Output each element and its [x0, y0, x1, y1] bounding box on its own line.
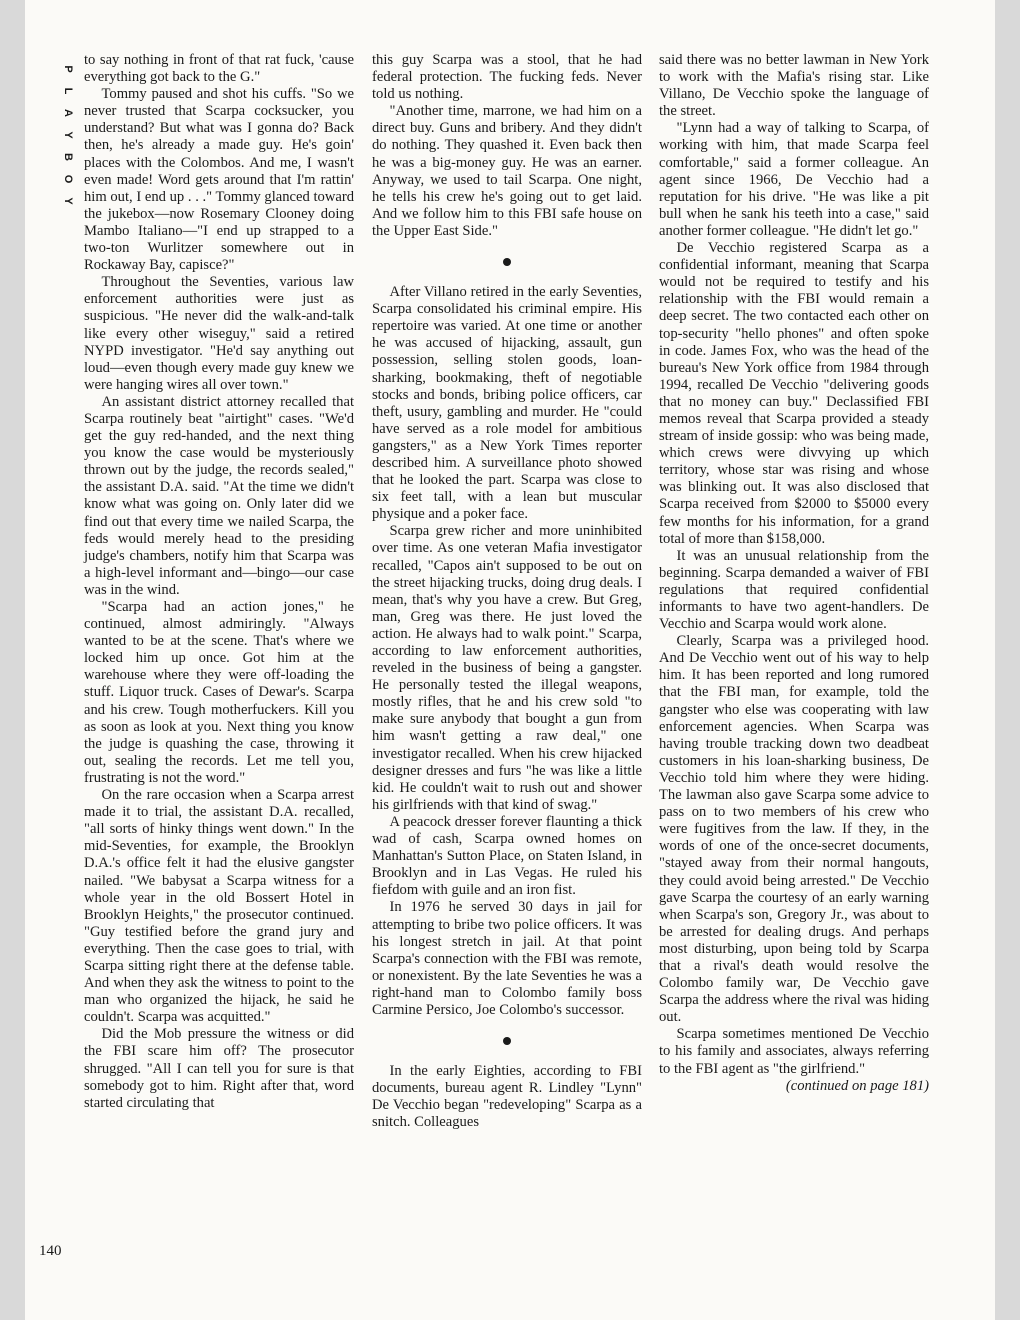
sidebar-letter: A: [62, 109, 74, 117]
paragraph: Did the Mob pressure the witness or did the FBI scare him off? The prosecutor shrugged. "All I can tell you for sure is that somebody got to him. Right after that, word started circulating that: [84, 1026, 354, 1111]
paragraph: An assistant district attorney recalled that Scarpa routinely beat "airtight" cases. "We'd get the guy red-handed, and the next thing you know the case would be mysteriously thrown out by the judge, the records sealed," the assistant D.A. said. "At the time we didn't know what was going on. Only later did we find out that every time we nailed Scarpa, the feds would merely head to the presiding judge's chambers, notify him that Scarpa was a high-level informant and—bingo—our case was in the wind.: [84, 393, 354, 598]
paragraph: In 1976 he served 30 days in jail for attempting to bribe two police officers. It was his longest stretch in jail. At that point Scarpa's connection with the FBI was remote, or nonexistent. By the late Seventies he was a right-hand man to Colombo family boss Carmine Persico, Joe Colombo's successor.: [372, 899, 642, 1018]
paragraph: On the rare occasion when a Scarpa arrest made it to trial, the assistant D.A. recalled, "all sorts of hinky things went down." In the mid-Seventies, for example, the Brooklyn D.A.'s office felt it had the elusive gangster nailed. "We babysat a Scarpa witness for a whole year in the old Bossert Hotel in Brooklyn Heights," the prosecutor continued. "Guy testified before the grand jury and everything. Then the case goes to trial, with Scarpa sitting right there at the defense table. And when they ask the witness to point to the man who organized the hijack, he said he couldn't. Scarpa was acquitted.": [84, 787, 354, 1026]
paragraph: this guy Scarpa was a stool, that he had federal protection. The fucking feds. Never told us nothing.: [372, 52, 642, 103]
paragraph: "Another time, marrone, we had him on a direct buy. Guns and bribery. And they didn't do nothing. They quashed it. Even back then he was a big-money guy. He was an earner. Anyway, we used to tail Scarpa. One night, he tells his crew he's going out to get laid. And we follow him to this FBI safe house on the Upper East Side.": [372, 103, 642, 239]
magazine-sidebar-title: [53, 58, 73, 212]
paragraph: De Vecchio registered Scarpa as a confidential informant, meaning that Scarpa would not be required to testify and his relationship with the FBI would remain a deep secret. The two contacted each other on top-security "hello phones" and often spoke in code. James Fox, who was the head of the bureau's New York office from 1984 through 1994, recalled De Vecchio "delivering goods that no money can buy." Declassified FBI memos reveal that Scarpa provided a steady stream of inside gossip: who was being made, which crews were divvying up which territory, whose star was rising and whose was blinking out. It was also disclosed that Scarpa received from $2000 to $5000 every few months for his information, for a grand total of more than $158,000.: [659, 240, 929, 547]
sidebar-letter: P: [62, 65, 74, 73]
paragraph: Scarpa sometimes mentioned De Vecchio to his family and associates, always referring to the FBI agent as "the girlfriend.": [659, 1026, 929, 1077]
sidebar-letter: L: [62, 87, 74, 95]
paragraph: It was an unusual relationship from the beginning. Scarpa demanded a waiver of FBI regulations that required confidential informants to have two agent-handlers. De Vecchio and Scarpa would work alone.: [659, 547, 929, 633]
sidebar-letter: Y: [62, 197, 74, 205]
paragraph: [84, 86, 354, 274]
text-column-2: [372, 52, 642, 1131]
continued-note: (continued on page 181): [785, 1077, 929, 1094]
sidebar-letter: Y: [62, 131, 74, 139]
paragraph: A peacock dresser forever flaunting a thick wad of cash, Scarpa owned homes on Manhattan's Sutton Place, on Staten Island, in Brooklyn and in Las Vegas. He ruled his fiefdom with guile and an iron fist.: [372, 813, 642, 899]
paragraph: "Scarpa had an action jones," he continued, almost admiringly. "Always wanted to be at the scene. That's where we locked him up once. Got him at the warehouse where they were off-loading the stuff. Liquor truck. Cases of Dewar's. Scarpa and his crew. Tough motherfuckers. Kill you as soon as look at you. Next thing you know the judge is quashing the case, throwing it out, sealing the records. Let me tell you, frustrating is not the word.": [84, 599, 354, 786]
paragraph: Scarpa grew richer and more uninhibited over time. As one veteran Mafia investigator recalled, "Capos ain't supposed to be out on the street hijacking trucks, doing drug deals. I mean, that's why you have a crew. But Greg, man, Greg was there. He just loved the action. He always had to walk point." Scarpa, according to law enforcement authorities, reveled in the business of being a gangster. He personally tested the illegal weapons, mostly rifles, that he and his crew sold "to make sure anybody that bought a gun from him wasn't getting a raw deal," one investigator recalled. When his crew hijacked designer dresses and furs "he was like a little kid. He couldn't wait to rush out and shower his girlfriends with that kind of swag.": [372, 523, 642, 813]
sidebar-letter: O: [62, 174, 74, 184]
text-column-3: [659, 52, 929, 1095]
paragraph: "Lynn had a way of talking to Scarpa, of working with him, that made Scarpa feel comfortable," said a former colleague. An agent since 1966, De Vecchio had a reputation for his drive. "He was like a pit bull when he sank his teeth into a case," said another former colleague. "He didn't let go.": [659, 120, 929, 239]
section-break-bullet: [372, 1031, 642, 1051]
paragraph: Clearly, Scarpa was a privileged hood. And De Vecchio went out of his way to help him. It has been reported and long rumored that the FBI man, for example, told the gangster who else was cooperating with law enforcement agencies. When Scarpa was having trouble tracking down two deadbeat customers in his loan-sharking business, De Vecchio told him where they were hiding. The lawman also gave Scarpa some advice to pass on to two members of his crew who were fugitives from the law. If they, in the words of one of the once-secret documents, "stayed away from their normal hangouts, they could avoid being arrested." De Vecchio gave Scarpa the courtesy of an early warning when Scarpa's son, Gregory Jr., was about to be arrested for dealing drugs. And perhaps most disturbing, upon being told by Scarpa that a rival's death would resolve the Colombo family war, De Vecchio gave Scarpa the address where the rival was hiding out.: [659, 633, 929, 1026]
paragraph-text: Tommy paused and shot his cuffs. "So we never trusted that Scarpa cocksucker, you understand? But what was I gonna do? Back then, he's already a made guy. He's goin' places with the Colombos. And me, I wasn't even made! Word gets around that I'm rattin' him out, I end up . . ." Tommy glanced toward the jukebox—now Rosemary Clooney doing Mambo Italiano—"I end up strapped to a two-ton Wurlitzer somewhere out in Rockaway Bay, capisce?": [84, 86, 354, 274]
magazine-page: [25, 0, 995, 1320]
sidebar-letter: B: [62, 153, 74, 161]
paragraph: Throughout the Seventies, various law enforcement authorities were just as suspicious. "He never did the walk-and-talk like every other wiseguy," said a retired NYPD investigator. "He'd say anything out loud—even though every made guy knew we were hanging wires all over town.": [84, 274, 354, 393]
paragraph: said there was no better lawman in New York to work with the Mafia's rising star. Like Villano, De Vecchio spoke the language of the street.: [659, 52, 929, 120]
paragraph: In the early Eighties, according to FBI documents, bureau agent R. Lindley "Lynn" De Vecchio began "redeveloping" Scarpa as a snitch. Colleagues: [372, 1063, 642, 1131]
text-column-1: [84, 52, 354, 1112]
section-break-bullet: [372, 252, 642, 272]
paragraph: to say nothing in front of that rat fuck, 'cause everything got back to the G.": [84, 52, 354, 86]
paragraph: After Villano retired in the early Seventies, Scarpa consolidated his criminal empire. His repertoire was varied. At one time or another he was accused of hijacking, assault, gun possession, selling stolen goods, loan-sharking, bookmaking, theft of negotiable stocks and bonds, bribing police officers, car theft, usury, gambling and murder. He "could have served as a role model for ambitious gangsters," as a New York Times reporter described him. A surveillance photo showed that he looked the part. Scarpa was close to six feet tall, with a lean but muscular physique and a poker face.: [372, 284, 642, 523]
page-number: 140: [39, 1243, 62, 1259]
